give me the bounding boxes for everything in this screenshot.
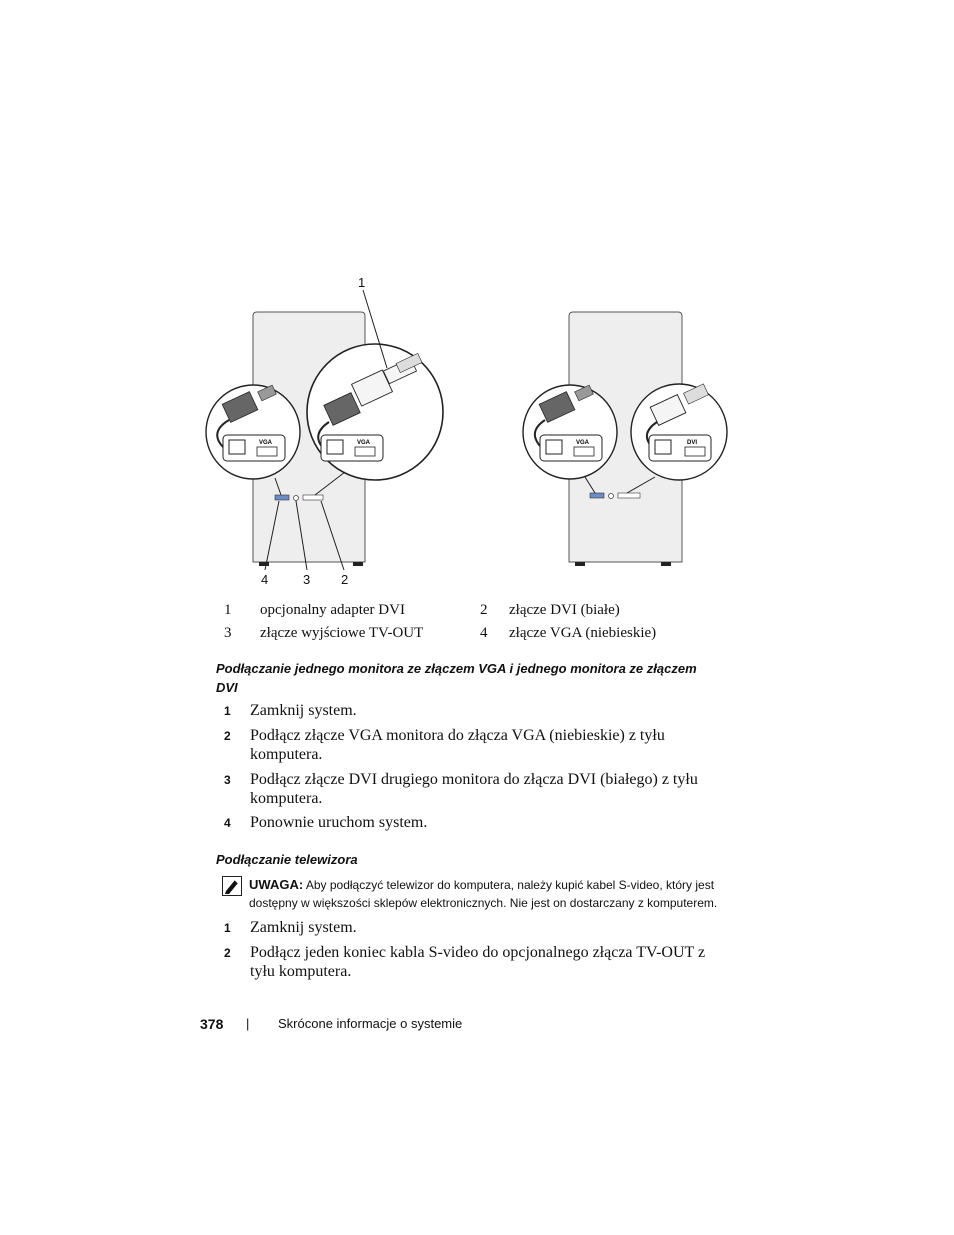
svg-text:DVI: DVI — [687, 440, 698, 446]
legend-text: złącze wyjściowe TV-OUT — [260, 625, 424, 641]
svg-text:VGA: VGA — [576, 440, 590, 446]
left-dvi-adapter-inset — [307, 344, 443, 480]
step-text: Podłącz złącze DVI drugiego monitora do złącza DVI (białego) z tyłu komputera. — [250, 771, 698, 807]
page-number: 378 — [200, 1016, 224, 1032]
note-body: Aby podłączyć telewizor do komputera, należy kupić kabel S-video, który jest dostępny w większości sklepów elektronicznych. Nie jest on dostarczany z komputerem. — [249, 878, 718, 910]
section-heading-tv: Podłączanie telewizora — [216, 852, 358, 867]
step-number: 4 — [224, 816, 231, 830]
step-text: Ponownie uruchom system. — [250, 814, 428, 831]
legend-num: 3 — [224, 625, 232, 641]
step-number: 2 — [224, 946, 231, 960]
footer-separator: | — [246, 1016, 250, 1031]
right-vga-inset — [523, 385, 617, 479]
step-text: Podłącz złącze VGA monitora do złącza VGA (niebieskie) z tyłu komputera. — [250, 727, 665, 763]
note-text — [249, 876, 729, 912]
step-text: Zamknij system. — [250, 702, 357, 719]
note-pencil-icon — [222, 876, 242, 896]
legend-text: złącze VGA (niebieskie) — [509, 625, 657, 641]
callout-2: 2 — [341, 572, 349, 587]
step-text: Zamknij system. — [250, 919, 357, 936]
callout-4: 4 — [261, 572, 269, 587]
svg-text:VGA: VGA — [259, 440, 273, 446]
legend-row — [218, 602, 656, 625]
figure-legend — [218, 602, 656, 648]
note-label: UWAGA: — [249, 877, 304, 892]
connection-diagram — [195, 272, 755, 592]
section-heading-vga-dvi: Podłączanie jednego monitora ze złączem VGA i jednego monitora ze złączem DVI — [216, 661, 697, 695]
legend-num: 4 — [480, 625, 488, 641]
step-number: 1 — [224, 921, 231, 935]
svg-text:VGA: VGA — [357, 440, 371, 446]
callout-3: 3 — [303, 572, 311, 587]
legend-num: 2 — [480, 602, 488, 618]
step-number: 2 — [224, 729, 231, 743]
step-text: Podłącz jeden koniec kabla S-video do opcjonalnego złącza TV-OUT z tyłu komputera. — [250, 944, 706, 980]
step-number: 1 — [224, 704, 231, 718]
legend-row — [218, 625, 656, 648]
diagram-illustration — [195, 272, 755, 592]
left-vga-inset — [206, 385, 300, 479]
right-dvi-inset — [631, 384, 727, 480]
step-number: 3 — [224, 773, 231, 787]
footer-title: Skrócone informacje o systemie — [278, 1016, 463, 1031]
callout-1: 1 — [358, 275, 366, 290]
legend-num: 1 — [224, 602, 232, 618]
legend-text: złącze DVI (białe) — [509, 602, 620, 618]
legend-text: opcjonalny adapter DVI — [260, 602, 405, 618]
